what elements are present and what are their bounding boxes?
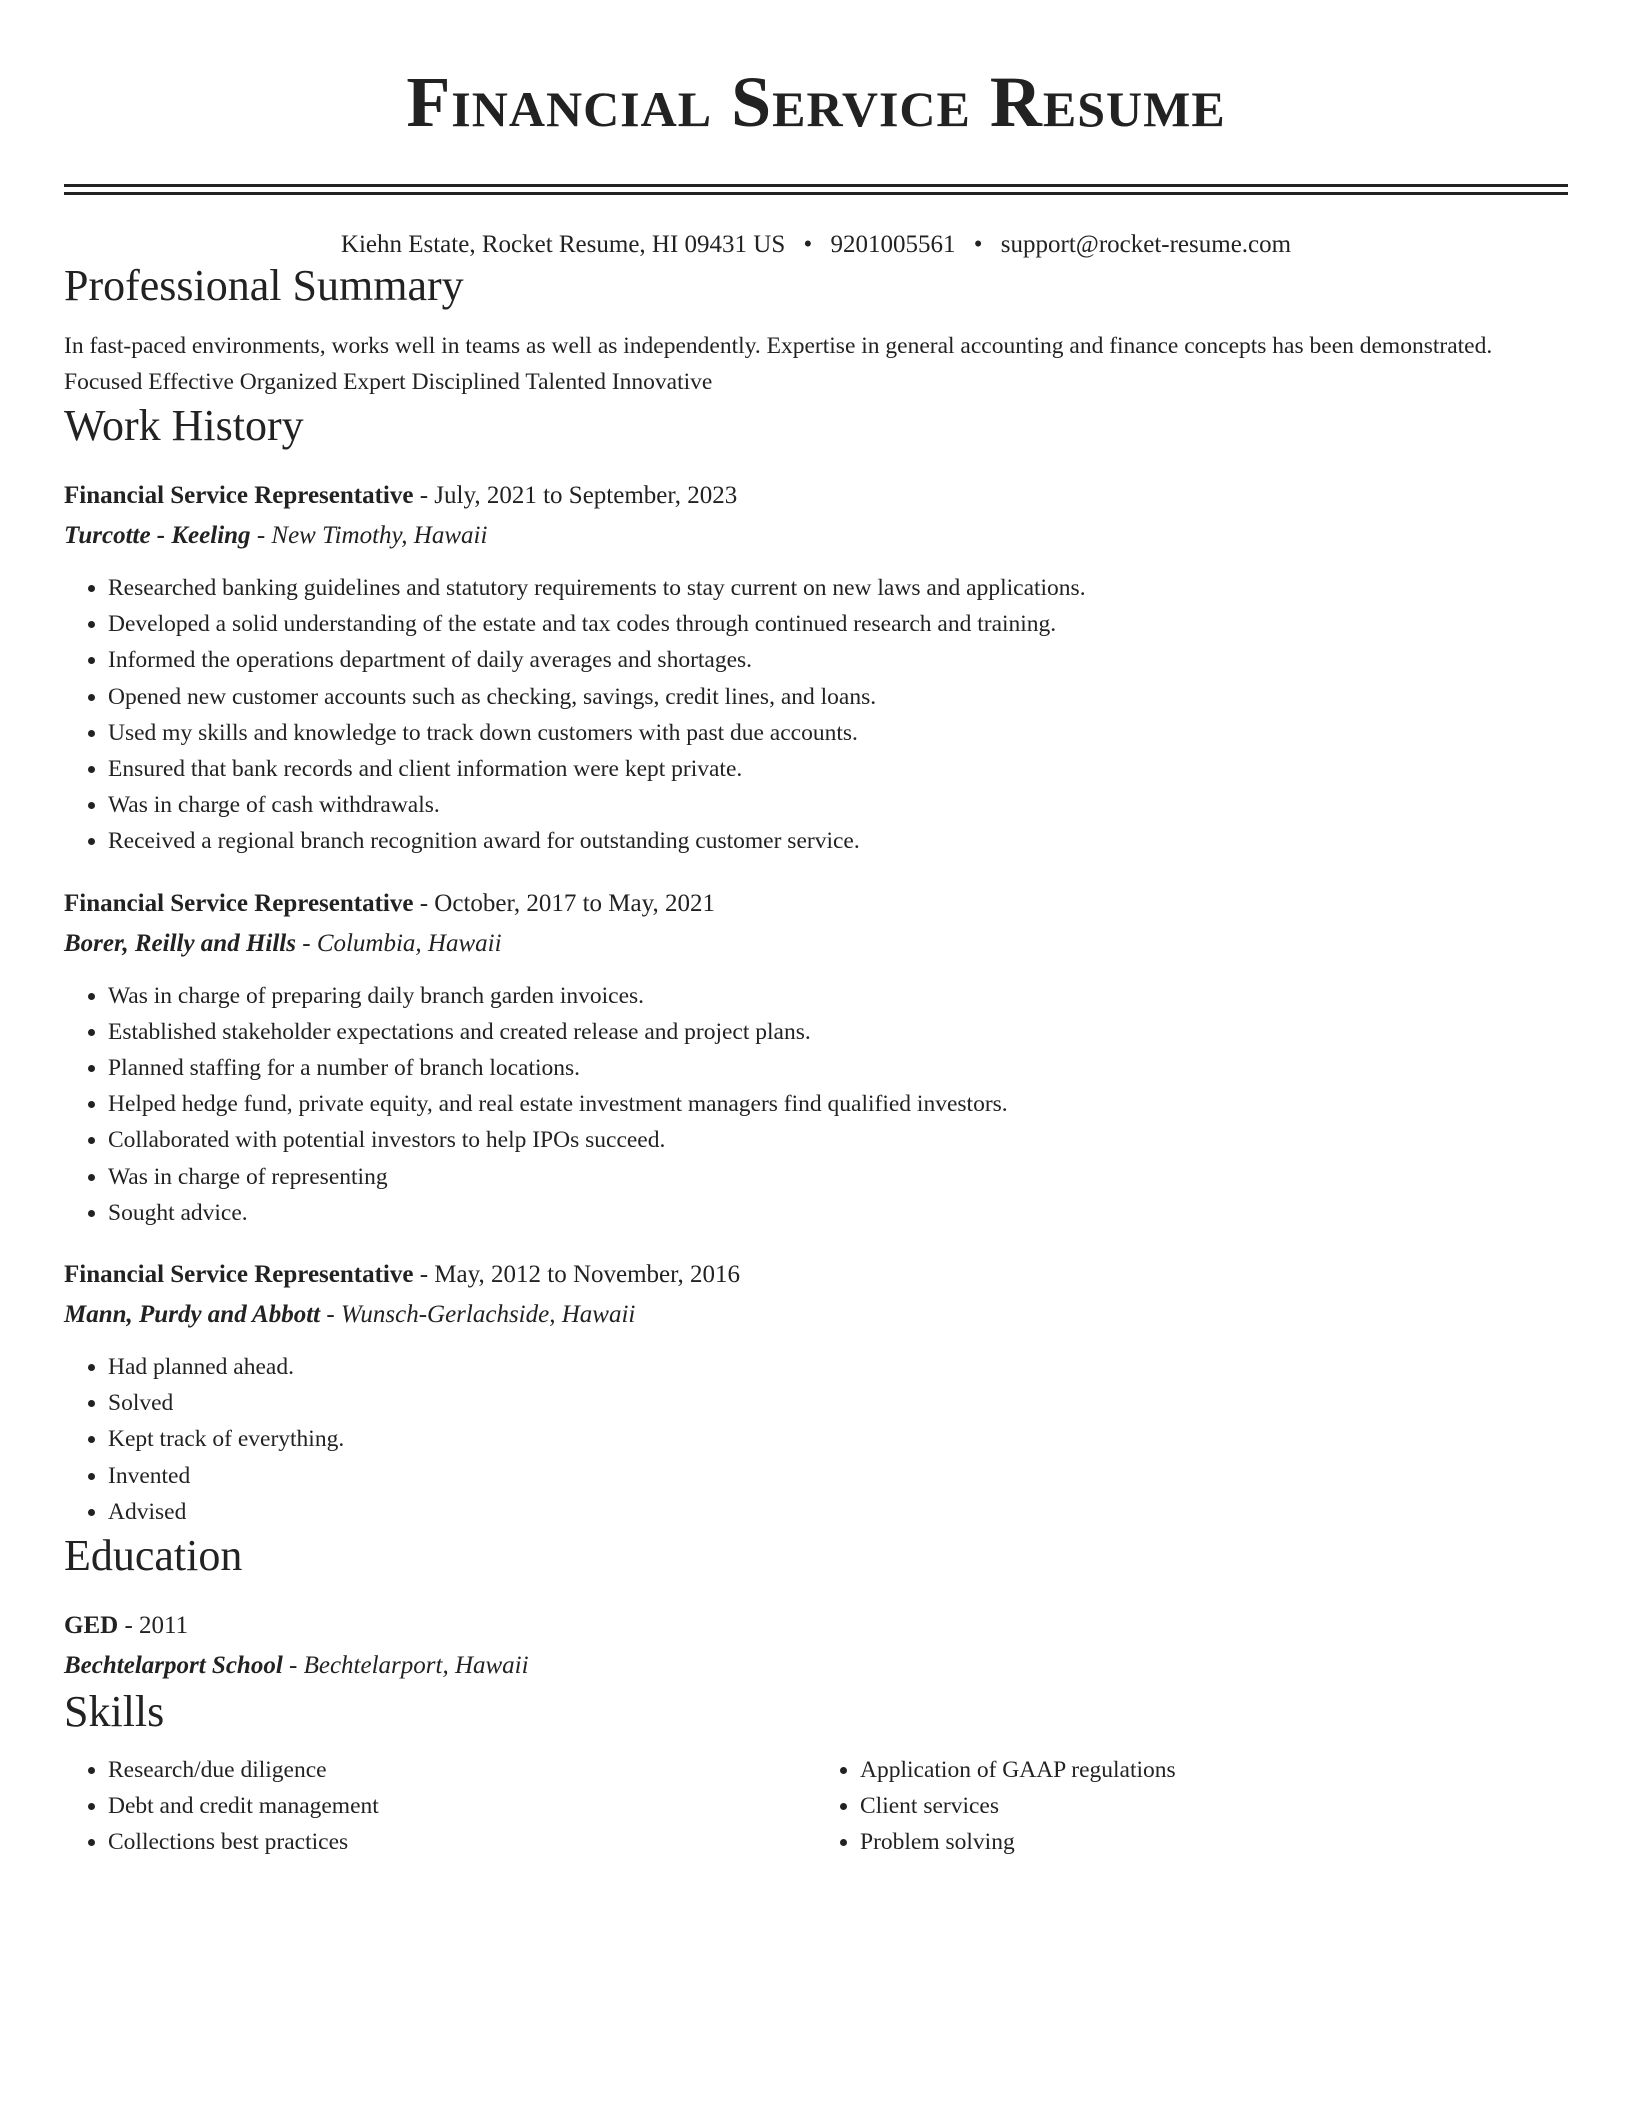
education-year: 2011 xyxy=(139,1612,189,1640)
list-item: • Kept track of everything. xyxy=(108,1421,1568,1457)
dash: - xyxy=(250,522,272,549)
job-location: New Timothy, Hawaii xyxy=(271,522,488,549)
list-item: • Informed the operations department of daily averages and shortages. xyxy=(108,642,1568,678)
list-item: • Helped hedge fund, private equity, and real estate investment managers find qualified investors. xyxy=(108,1086,1568,1122)
job-bullet-list xyxy=(64,570,1568,860)
list-item: • Solved xyxy=(108,1385,1568,1421)
dash: - xyxy=(118,1612,140,1640)
job-title: Financial Service Representative xyxy=(64,482,414,509)
dash: - xyxy=(413,1261,435,1289)
list-item: • Was in charge of representing xyxy=(108,1159,1568,1195)
dash: - xyxy=(413,889,435,917)
list-item: • Used my skills and knowledge to track down customers with past due accounts. xyxy=(108,715,1568,751)
job-company-line xyxy=(64,1295,1568,1335)
contact-email: support@rocket-resume.com xyxy=(1000,231,1292,258)
skills-columns xyxy=(64,1752,1568,1861)
list-item: • Established stakeholder expectations and created release and project plans. xyxy=(108,1014,1568,1050)
job-title: Financial Service Representative xyxy=(64,889,414,917)
education-location: Bechtelarport, Hawaii xyxy=(303,1652,529,1680)
job-company: Mann, Purdy and Abbott xyxy=(64,1301,321,1329)
job-company-line xyxy=(64,516,1568,556)
rule-line-top xyxy=(64,184,1568,187)
list-item: • Client services xyxy=(860,1788,1568,1824)
list-item: • Opened new customer accounts such as checking, savings, credit lines, and loans. xyxy=(108,679,1568,715)
skills-list-left xyxy=(64,1752,816,1861)
list-item: • Research/due diligence xyxy=(108,1752,816,1788)
list-item: • Was in charge of cash withdrawals. xyxy=(108,787,1568,823)
list-item: • Planned staffing for a number of branch locations. xyxy=(108,1050,1568,1086)
job-entry xyxy=(64,476,1568,860)
job-title-line xyxy=(64,1255,1568,1295)
job-title-line xyxy=(64,884,1568,924)
education-entry xyxy=(64,1606,1568,1686)
rule-line-bottom xyxy=(64,192,1568,195)
job-bullet-list xyxy=(64,978,1568,1231)
list-item: • Had planned ahead. xyxy=(108,1349,1568,1385)
contact-separator: • xyxy=(803,231,813,258)
list-item: • Invented xyxy=(108,1458,1568,1494)
job-title: Financial Service Representative xyxy=(64,1261,414,1289)
education-school-line xyxy=(64,1646,1568,1686)
list-item: • Collaborated with potential investors to help IPOs succeed. xyxy=(108,1122,1568,1158)
dash: - xyxy=(282,1652,304,1680)
resume-title: Financial Service Resume xyxy=(406,62,1226,142)
contact-line xyxy=(64,230,1568,260)
dash: - xyxy=(320,1301,341,1329)
job-dates: May, 2012 to November, 2016 xyxy=(434,1261,740,1289)
education-heading: Education xyxy=(64,1531,243,1581)
skills-heading: Skills xyxy=(64,1687,165,1737)
contact-phone: 9201005561 xyxy=(830,231,956,258)
list-item: • Was in charge of preparing daily branch garden invoices. xyxy=(108,978,1568,1014)
job-company: Turcotte - Keeling xyxy=(64,522,251,549)
list-item: • Problem solving xyxy=(860,1824,1568,1860)
education-school: Bechtelarport School xyxy=(64,1652,283,1680)
contact-separator: • xyxy=(973,231,983,258)
job-company-line xyxy=(64,924,1568,964)
list-item: • Ensured that bank records and client information were kept private. xyxy=(108,751,1568,787)
job-location: Wunsch-Gerlachside, Hawaii xyxy=(340,1301,636,1329)
job-entry xyxy=(64,1255,1568,1530)
list-item: • Researched banking guidelines and statutory requirements to stay current on new laws and applications. xyxy=(108,570,1568,606)
list-item: • Sought advice. xyxy=(108,1195,1568,1231)
job-bullet-list xyxy=(64,1349,1568,1530)
job-company: Borer, Reilly and Hills xyxy=(64,929,296,957)
job-dates: October, 2017 to May, 2021 xyxy=(434,889,715,917)
list-item: • Collections best practices xyxy=(108,1824,816,1860)
list-item: • Advised xyxy=(108,1494,1568,1530)
job-location: Columbia, Hawaii xyxy=(316,929,502,957)
skills-list-right xyxy=(816,1752,1568,1861)
job-dates: July, 2021 to September, 2023 xyxy=(434,482,738,509)
summary-heading: Professional Summary xyxy=(64,261,464,310)
dash: - xyxy=(295,929,317,957)
job-title-line xyxy=(64,476,1568,516)
education-degree-line xyxy=(64,1606,1568,1646)
work-history-heading: Work History xyxy=(64,401,304,450)
list-item: • Debt and credit management xyxy=(108,1788,816,1824)
summary-text: In fast-paced environments, works well in teams as well as independently. Expertise in general accounting and finance concepts has been demonstrated. Focused Effective Organized Expert Disciplined Talented Innovative xyxy=(64,333,1493,395)
contact-address: Kiehn Estate, Rocket Resume, HI 09431 US xyxy=(340,231,786,258)
list-item: • Application of GAAP regulations xyxy=(860,1752,1568,1788)
education-degree: GED xyxy=(64,1612,119,1640)
dash: - xyxy=(413,482,435,509)
list-item: • Received a regional branch recognition award for outstanding customer service. xyxy=(108,823,1568,859)
job-entry xyxy=(64,884,1568,1231)
list-item: • Developed a solid understanding of the estate and tax codes through continued research and training. xyxy=(108,606,1568,642)
title-double-rule xyxy=(64,184,1568,195)
